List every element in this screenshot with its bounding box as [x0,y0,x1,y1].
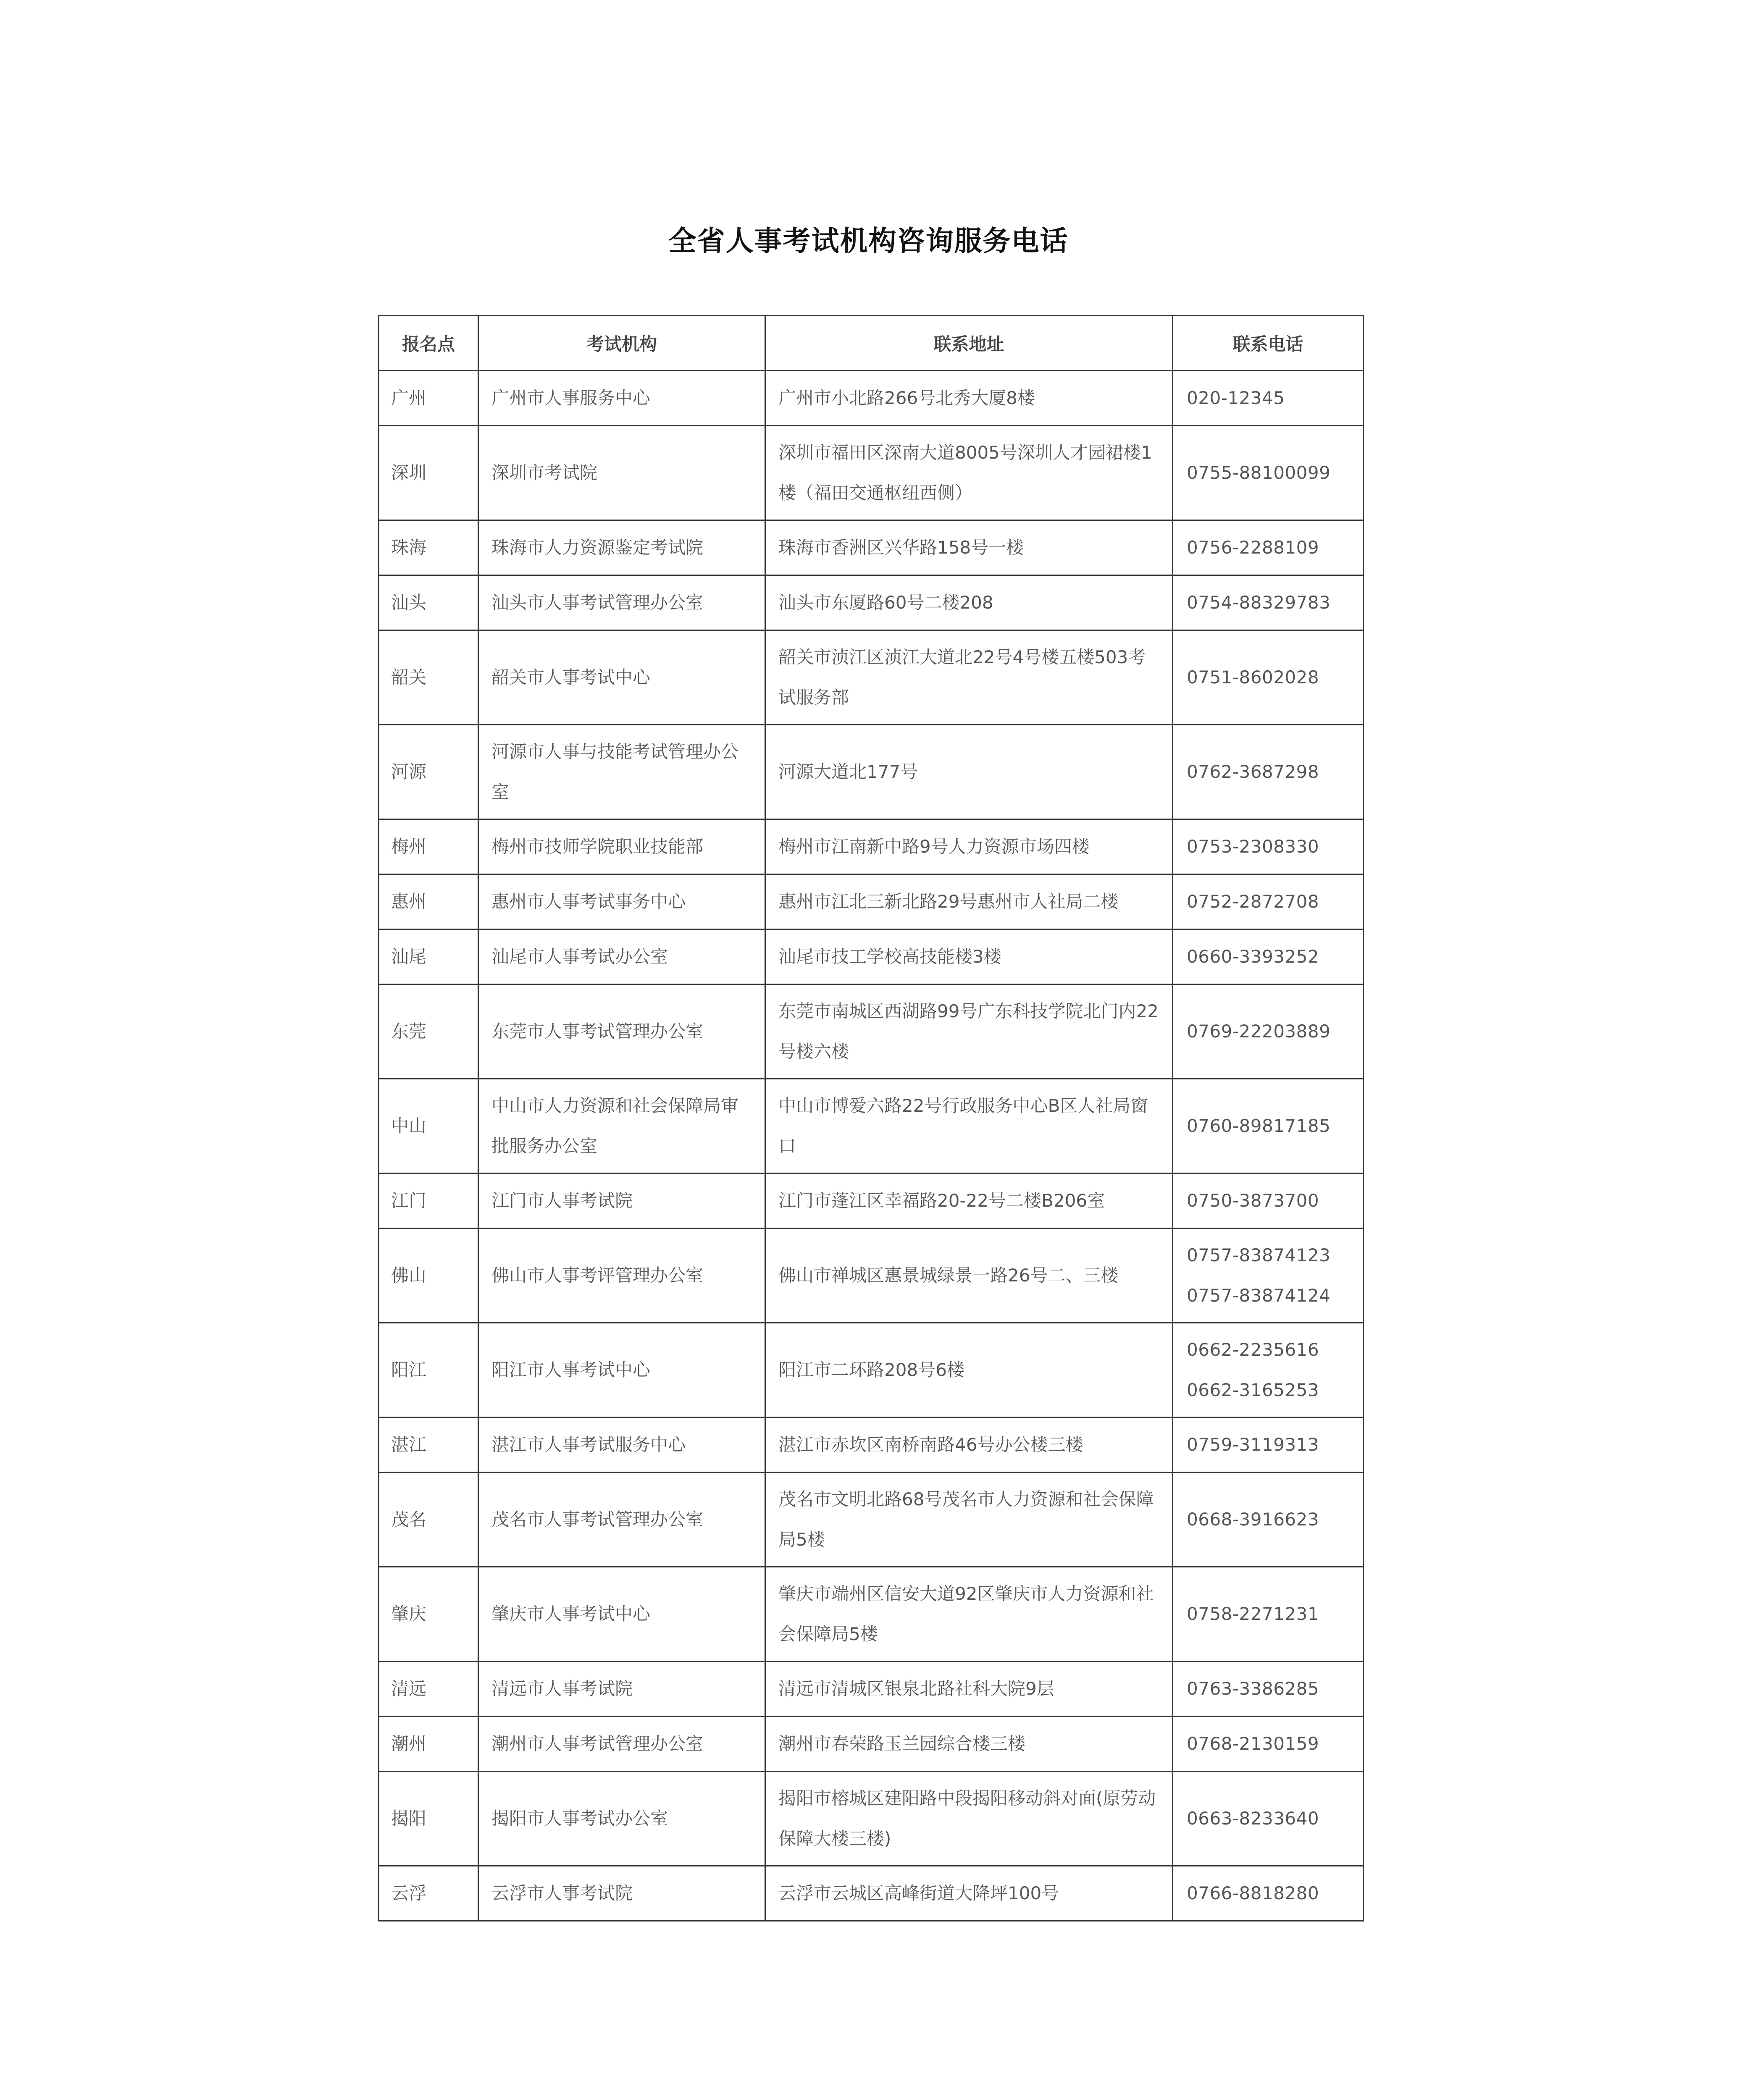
phone-number: 0760-89817185 [1187,1116,1331,1136]
phone-number: 0766-8818280 [1187,1883,1319,1903]
cell-address: 清远市清城区银泉北路社科大院9层 [765,1662,1173,1717]
phone-number: 0668-3916623 [1187,1509,1319,1530]
cell-phone [1173,874,1364,929]
phone-number: 0758-2271231 [1187,1604,1319,1624]
cell-site: 潮州 [379,1717,478,1772]
header-phone: 联系电话 [1173,316,1364,371]
cell-phone [1173,371,1364,426]
header-address: 联系地址 [765,316,1173,371]
cell-site: 云浮 [379,1866,478,1921]
cell-org: 揭阳市人事考试办公室 [478,1772,765,1866]
cell-site: 汕尾 [379,929,478,984]
cell-org: 阳江市人事考试中心 [478,1323,765,1418]
phone-number: 0750-3873700 [1187,1190,1319,1211]
table-row [379,819,1364,874]
cell-org: 湛江市人事考试服务中心 [478,1418,765,1473]
table-row [379,725,1364,819]
cell-site: 阳江 [379,1323,478,1418]
cell-phone [1173,984,1364,1079]
cell-phone [1173,520,1364,575]
table-row [379,1079,1364,1173]
cell-address: 揭阳市榕城区建阳路中段揭阳移动斜对面(原劳动保障大楼三楼) [765,1772,1173,1866]
table-row [379,520,1364,575]
cell-site: 清远 [379,1662,478,1717]
cell-org: 肇庆市人事考试中心 [478,1567,765,1662]
cell-site: 东莞 [379,984,478,1079]
cell-org: 河源市人事与技能考试管理办公室 [478,725,765,819]
phone-number: 0763-3386285 [1187,1678,1319,1699]
cell-address: 肇庆市端州区信安大道92区肇庆市人力资源和社会保障局5楼 [765,1567,1173,1662]
cell-phone [1173,1772,1364,1866]
cell-address: 梅州市江南新中路9号人力资源市场四楼 [765,819,1173,874]
page-title: 全省人事考试机构咨询服务电话 [668,224,1069,257]
cell-address: 惠州市江北三新北路29号惠州市人社局二楼 [765,874,1173,929]
cell-site: 珠海 [379,520,478,575]
cell-phone [1173,426,1364,520]
cell-org: 东莞市人事考试管理办公室 [478,984,765,1079]
phone-number: 0759-3119313 [1187,1434,1319,1455]
cell-org: 汕头市人事考试管理办公室 [478,575,765,630]
phone-number: 0769-22203889 [1187,1021,1331,1042]
cell-org: 珠海市人力资源鉴定考试院 [478,520,765,575]
cell-site: 汕头 [379,575,478,630]
phone-number: 0757-83874124 [1187,1285,1331,1306]
cell-address: 潮州市春荣路玉兰园综合楼三楼 [765,1717,1173,1772]
cell-site: 肇庆 [379,1567,478,1662]
cell-phone [1173,929,1364,984]
cell-site: 惠州 [379,874,478,929]
cell-address: 汕头市东厦路60号二楼208 [765,575,1173,630]
cell-phone [1173,1418,1364,1473]
cell-site: 深圳 [379,426,478,520]
cell-org: 潮州市人事考试管理办公室 [478,1717,765,1772]
phone-number: 0754-88329783 [1187,592,1331,613]
table-row [379,1173,1364,1228]
table-row [379,575,1364,630]
cell-phone [1173,1662,1364,1717]
cell-phone [1173,1173,1364,1228]
table-row [379,1228,1364,1323]
cell-site: 广州 [379,371,478,426]
cell-org: 深圳市考试院 [478,426,765,520]
cell-address: 广州市小北路266号北秀大厦8楼 [765,371,1173,426]
cell-org: 江门市人事考试院 [478,1173,765,1228]
cell-phone [1173,1567,1364,1662]
phone-number: 0663-8233640 [1187,1808,1319,1829]
cell-site: 佛山 [379,1228,478,1323]
phone-number: 0762-3687298 [1187,761,1319,782]
phone-number: 020-12345 [1187,388,1285,408]
cell-address: 阳江市二环路208号6楼 [765,1323,1173,1418]
phone-number: 0755-88100099 [1187,462,1331,483]
cell-org: 广州市人事服务中心 [478,371,765,426]
cell-phone [1173,725,1364,819]
table-row [379,426,1364,520]
table-row [379,1866,1364,1921]
cell-phone [1173,1228,1364,1323]
cell-org: 清远市人事考试院 [478,1662,765,1717]
cell-org: 梅州市技师学院职业技能部 [478,819,765,874]
cell-org: 中山市人力资源和社会保障局审批服务办公室 [478,1079,765,1173]
cell-org: 佛山市人事考评管理办公室 [478,1228,765,1323]
cell-address: 汕尾市技工学校高技能楼3楼 [765,929,1173,984]
cell-address: 云浮市云城区高峰街道大降坪100号 [765,1866,1173,1921]
table-row [379,1473,1364,1567]
cell-address: 江门市蓬江区幸福路20-22号二楼B206室 [765,1173,1173,1228]
cell-phone [1173,630,1364,725]
cell-site: 湛江 [379,1418,478,1473]
cell-org: 云浮市人事考试院 [478,1866,765,1921]
table-row [379,874,1364,929]
cell-address: 茂名市文明北路68号茂名市人力资源和社会保障局5楼 [765,1473,1173,1567]
cell-address: 中山市博爱六路22号行政服务中心B区人社局窗口 [765,1079,1173,1173]
cell-address: 韶关市浈江区浈江大道北22号4号楼五楼503考试服务部 [765,630,1173,725]
phone-number: 0660-3393252 [1187,946,1319,967]
cell-address: 珠海市香洲区兴华路158号一楼 [765,520,1173,575]
phone-number: 0753-2308330 [1187,836,1319,857]
table-row [379,1662,1364,1717]
table-row [379,1418,1364,1473]
contact-table [378,315,1364,1922]
phone-number: 0752-2872708 [1187,891,1319,912]
table-row [379,929,1364,984]
cell-site: 梅州 [379,819,478,874]
table-row [379,1772,1364,1866]
cell-org: 惠州市人事考试事务中心 [478,874,765,929]
header-site: 报名点 [379,316,478,371]
phone-number: 0662-2235616 [1187,1339,1319,1360]
cell-address: 湛江市赤坎区南桥南路46号办公楼三楼 [765,1418,1173,1473]
table-row [379,984,1364,1079]
cell-site: 茂名 [379,1473,478,1567]
cell-phone [1173,1079,1364,1173]
cell-org: 茂名市人事考试管理办公室 [478,1473,765,1567]
cell-phone [1173,1717,1364,1772]
phone-number: 0751-8602028 [1187,667,1319,688]
table-row [379,1567,1364,1662]
phone-number: 0757-83874123 [1187,1245,1331,1265]
cell-address: 深圳市福田区深南大道8005号深圳人才园裙楼1楼（福田交通枢纽西侧） [765,426,1173,520]
cell-phone [1173,1866,1364,1921]
cell-address: 东莞市南城区西湖路99号广东科技学院北门内22号楼六楼 [765,984,1173,1079]
table-row [379,1323,1364,1418]
cell-org: 汕尾市人事考试办公室 [478,929,765,984]
cell-address: 河源大道北177号 [765,725,1173,819]
cell-site: 中山 [379,1079,478,1173]
cell-phone [1173,1473,1364,1567]
cell-site: 揭阳 [379,1772,478,1866]
phone-number: 0756-2288109 [1187,537,1319,558]
phone-number: 0768-2130159 [1187,1733,1319,1754]
table-header-row [379,316,1364,371]
table-row [379,1717,1364,1772]
phone-number: 0662-3165253 [1187,1380,1319,1400]
header-org: 考试机构 [478,316,765,371]
table-row [379,371,1364,426]
cell-org: 韶关市人事考试中心 [478,630,765,725]
cell-site: 河源 [379,725,478,819]
cell-phone [1173,819,1364,874]
cell-phone [1173,1323,1364,1418]
cell-site: 江门 [379,1173,478,1228]
cell-address: 佛山市禅城区惠景城绿景一路26号二、三楼 [765,1228,1173,1323]
table-row [379,630,1364,725]
cell-site: 韶关 [379,630,478,725]
cell-phone [1173,575,1364,630]
